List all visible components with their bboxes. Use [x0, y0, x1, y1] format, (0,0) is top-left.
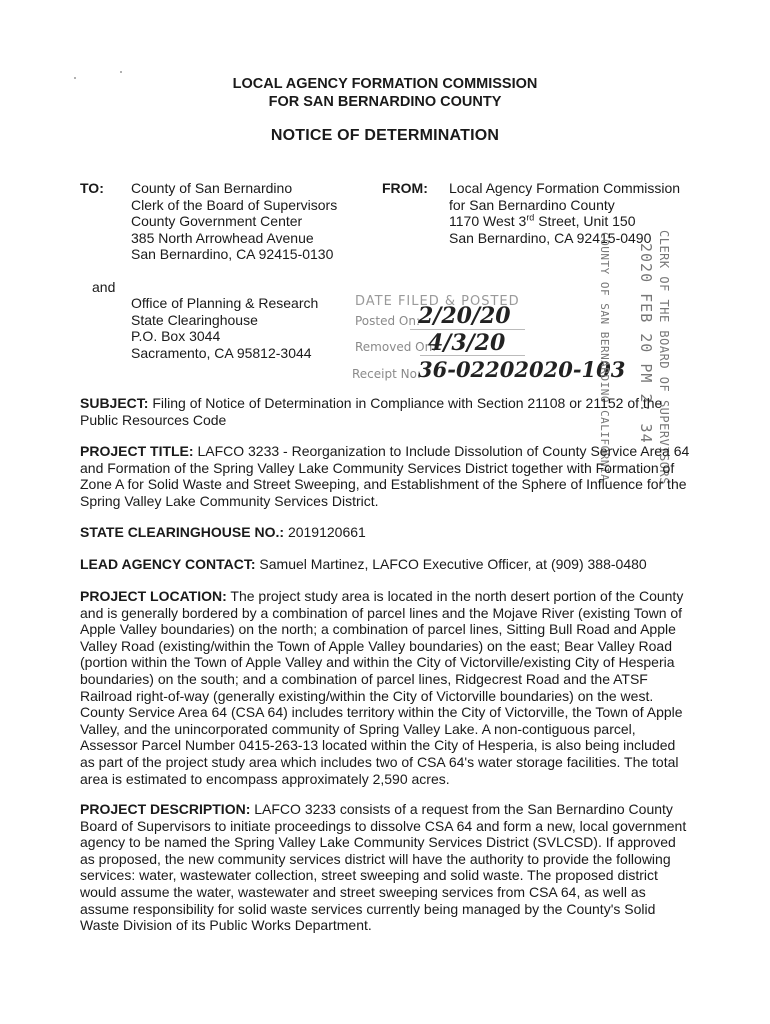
stamp-removed-value: 4/3/20 — [428, 330, 506, 356]
project-location-text: The project study area is located in the north desert portion of the County and is generally bordered by a combination of parcel lines and the Mojave River (existing Town of Apple Valley boundaries) on the north; a combination of parcel lines, Sitting Bull Road and Apple Valley Road (existing/within the Town of Apple Valley boundaries) on the east; Bear Valley Road (portion within the Town of Apple Valley and within the City of Victorville/existing City of Hesperia boundaries) on the south; and a combination of parcel lines, Ridgecrest Road and the ATSF Railroad right-of-way (generally existing/within the City of Victorville boundaries) on the west. County Service Area 64 (CSA 64) includes territory within the City of Victorville, the Town of Apple Valley, and the unincorporated community of Spring Valley Lake. A non-contiguous parcel, Assessor Parcel Number 0415-263-13 located within the City of Hesperia, is also being included as part of the project study area which includes two of CSA 64's water storage facilities. The total area is estimated to encompass approximately 2,590 acres. — [80, 588, 684, 787]
opr-address-line: Office of Planning & Research — [131, 295, 319, 311]
lead-contact-value: Samuel Martinez, LAFCO Executive Officer, at (909) 388-0480 — [259, 556, 647, 572]
stamp-posted-label: Posted On: — [355, 314, 421, 328]
project-description-paragraph — [80, 801, 692, 934]
to-address-line: County of San Bernardino — [131, 180, 293, 196]
stamp-removed-label: Removed On: — [355, 340, 437, 354]
clearinghouse-label: STATE CLEARINGHOUSE NO.: — [80, 524, 285, 540]
to-address-line: San Bernardino, CA 92415-0130 — [131, 246, 334, 263]
to-address-line: County Government Center — [131, 213, 303, 230]
stamp-receipt-label: Receipt No: — [352, 367, 421, 381]
from-address-line: 1170 West 3rd Street, Unit 150 — [449, 212, 636, 230]
agency-name-line1: LOCAL AGENCY FORMATION COMMISSION — [232, 76, 538, 92]
opr-address-line: State Clearinghouse — [131, 311, 258, 328]
opr-address-line: Sacramento, CA 95812-3044 — [131, 344, 312, 361]
clearinghouse-number: 2019120661 — [287, 524, 366, 540]
lead-contact-paragraph — [80, 556, 692, 573]
clerk-stamp-board: CLERK OF THE BOARD OF SUPERVISORS — [657, 230, 671, 485]
project-title-text: LAFCO 3233 - Reorganization to Include Dissolution of County Service Area 64 and Formation of the Spring Valley Lake Community Services District together with Formation of Zone A for Solid Waste and Street Sweeping, and Establishment of the Sphere of Influence for the Spring Valley Lake Community Services District. — [80, 443, 690, 509]
from-address-line: Local Agency Formation Commission — [449, 180, 681, 196]
to-address-line: 385 North Arrowhead Avenue — [131, 229, 314, 246]
scan-speck — [120, 71, 122, 73]
project-title-paragraph — [80, 443, 692, 509]
stamp-title: DATE FILED & POSTED — [355, 294, 520, 309]
lead-contact-label: LEAD AGENCY CONTACT: — [80, 556, 256, 572]
clerk-stamp-county: COUNTY OF SAN BERNARDINO CALIFORNIA — [598, 232, 611, 482]
project-title-label: PROJECT TITLE: — [80, 443, 194, 459]
from-address-line: for San Bernardino County — [449, 196, 615, 213]
opr-address-line: P.O. Box 3044 — [131, 328, 221, 345]
agency-name-line2: FOR SAN BERNARDINO COUNTY — [268, 94, 502, 110]
clearinghouse-paragraph — [80, 524, 692, 541]
to-label: TO: — [80, 180, 104, 196]
stamp-posted-value: 2/20/20 — [418, 303, 511, 329]
document-title: NOTICE OF DETERMINATION — [270, 127, 500, 144]
to-address-line: Clerk of the Board of Supervisors — [131, 196, 338, 213]
stamp-line — [420, 355, 525, 356]
subject-text: Filing of Notice of Determination in Compliance with Section 21108 or 21152 of the Public Resources Code — [80, 395, 663, 428]
project-description-label: PROJECT DESCRIPTION: — [80, 801, 251, 817]
subject-label: SUBJECT: — [80, 395, 149, 411]
and-label: and — [92, 279, 116, 295]
stamp-receipt-value: 36-02202020-103 — [418, 357, 626, 382]
project-description-text: LAFCO 3233 consists of a request from the San Bernardino County Board of Supervisors to initiate proceedings to dissolve CSA 64 and form a new, local government agency to be named the Spring Valley Lake Community Services District (SVLCSD). If approved as proposed, the new community services district will have the authority to provide the following services: water, wastewater collection, street sweeping and solid waste. The proposed district would assume the water, wastewater and street sweeping services from CSA 64, as well as assume responsibility for solid waste services currently being managed by the County's Solid Waste Division of its Public Works Department. — [80, 801, 687, 934]
from-address — [449, 180, 680, 246]
to-address — [131, 180, 337, 263]
project-location-paragraph — [80, 588, 692, 787]
project-location-label: PROJECT LOCATION: — [80, 588, 227, 604]
opr-address — [131, 295, 318, 361]
subject-paragraph — [80, 395, 692, 428]
clerk-stamp-date: 2020 FEB 20 PM 2: 34 — [637, 243, 655, 444]
from-label: FROM: — [382, 180, 428, 196]
from-address-line: San Bernardino, CA 92415-0490 — [449, 229, 652, 246]
